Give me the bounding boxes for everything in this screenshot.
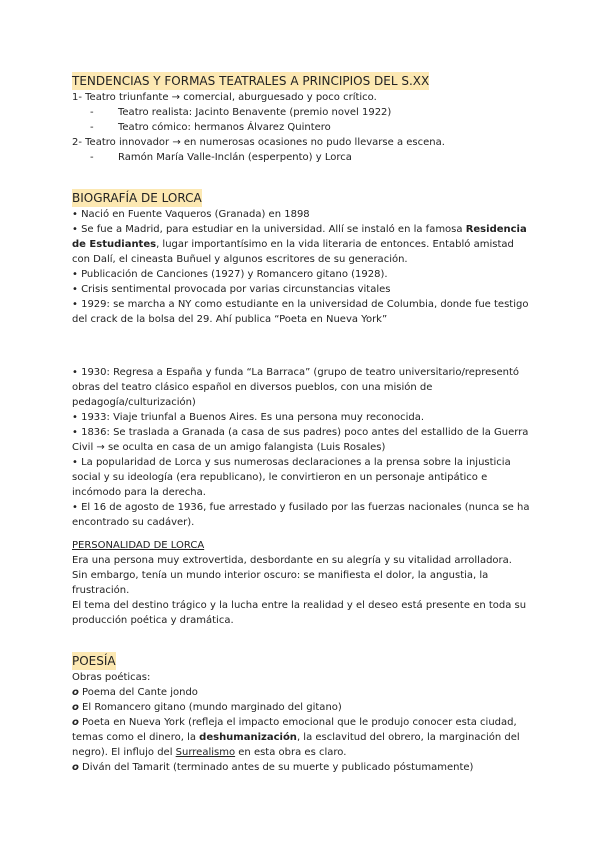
poetic-work-item: o Diván del Tamarit (terminado antes de su muerte y publicado póstumamente) (72, 762, 474, 773)
list-marker: o (72, 687, 79, 698)
bio-item: • 1929: se marcha a NY como estudiante en la universidad de Columbia, donde fue testigo del crack de la bolsa del 29. Ahí publica “Poeta en Nueva York” (72, 299, 529, 325)
list-marker: o (72, 762, 79, 773)
section-title-personalidad: PERSONALIDAD DE LORCA (72, 540, 205, 551)
poesia-intro: Obras poéticas: (72, 672, 151, 683)
bio-item: • Publicación de Canciones (1927) y Romancero gitano (1928). (72, 269, 388, 280)
list-marker: o (72, 717, 79, 728)
section-poesia (72, 650, 532, 775)
document-page (72, 70, 532, 775)
poetic-work-item: o El Romancero gitano (mundo marginado del gitano) (72, 702, 342, 713)
bio-item: • El 16 de agosto de 1936, fue arrestado y fusilado por las fuerzas nacionales (nunca se ha encontrado su cadáver). (72, 502, 530, 528)
surrealismo-link: Surrealismo (175, 747, 236, 758)
residencia-bold: Residencia de Estudiantes (72, 224, 527, 250)
section-title-poesia: POESÍA (72, 654, 116, 668)
personality-paragraph: El tema del destino trágico y la lucha entre la realidad y el deseo está presente en toda su producción poética y dramática. (72, 600, 527, 626)
poetic-work-item: o Poema del Cante jondo (72, 687, 198, 698)
section-biografia (72, 187, 532, 530)
poetic-work-item: o Poeta en Nueva York (refleja el impacto emocional que le produjo conocer esta ciudad, temas como el dinero, la deshumanización, la esclavitud del obrero, la marginación del negro). El influjo del Surrealismo en esta obra es claro. (72, 717, 520, 758)
list-marker: o (72, 702, 79, 713)
personality-paragraph: Era una persona muy extrovertida, desbordante en su alegría y su vitalidad arrolladora. (72, 555, 512, 566)
bio-item: • 1933: Viaje triunfal a Buenos Aires. Es una persona muy reconocida. (72, 412, 425, 423)
bio-item: • Nació en Fuente Vaqueros (Granada) en 1898 (72, 209, 310, 220)
bio-item: • Crisis sentimental provocada por varias circunstancias vitales (72, 284, 391, 295)
section-title-tendencias: TENDENCIAS Y FORMAS TEATRALES A PRINCIPIOS DEL S.XX (72, 74, 430, 88)
tendencias-sub-item: - Teatro realista: Jacinto Benavente (premio novel 1922) (90, 107, 392, 118)
bio-item: • 1836: Se traslada a Granada (a casa de sus padres) poco antes del estallido de la Guerra Civil → se oculta en casa de un amigo falangista (Luis Rosales) (72, 427, 529, 453)
tendencias-sub-item: - Ramón María Valle-Inclán (esperpento) y Lorca (90, 152, 352, 163)
section-title-biografia: BIOGRAFÍA DE LORCA (72, 191, 202, 205)
section-tendencias (72, 70, 532, 165)
tendencias-item-2: 2- Teatro innovador → en numerosas ocasiones no pudo llevarse a escena. (72, 137, 445, 148)
tendencias-sub-item: - Teatro cómico: hermanos Álvarez Quintero (90, 122, 331, 133)
bio-item: • La popularidad de Lorca y sus numerosas declaraciones a la prensa sobre la injusticia social y su ideología (era republicano), le convirtieron en un personaje antipático e incómodo para la derecha. (72, 457, 511, 498)
personality-paragraph: Sin embargo, tenía un mundo interior oscuro: se manifiesta el dolor, la angustia, la frustración. (72, 570, 489, 596)
tendencias-item-1: 1- Teatro triunfante → comercial, aburguesado y poco crítico. (72, 92, 377, 103)
section-personalidad (72, 538, 532, 628)
bio-item: • 1930: Regresa a España y funda “La Barraca” (grupo de teatro universitario/representó obras del teatro clásico español en diversos pueblos, con una misión de pedagogía/culturización) (72, 367, 519, 408)
deshumanizacion-bold: deshumanización (199, 732, 297, 743)
bio-item: • Se fue a Madrid, para estudiar en la universidad. Allí se instaló en la famosa Residencia de Estudiantes, lugar importantísimo en la vida literaria de entonces. Entabló amistad con Dalí, el cineasta Buñuel y algunos escritores de su generación. (72, 224, 527, 265)
